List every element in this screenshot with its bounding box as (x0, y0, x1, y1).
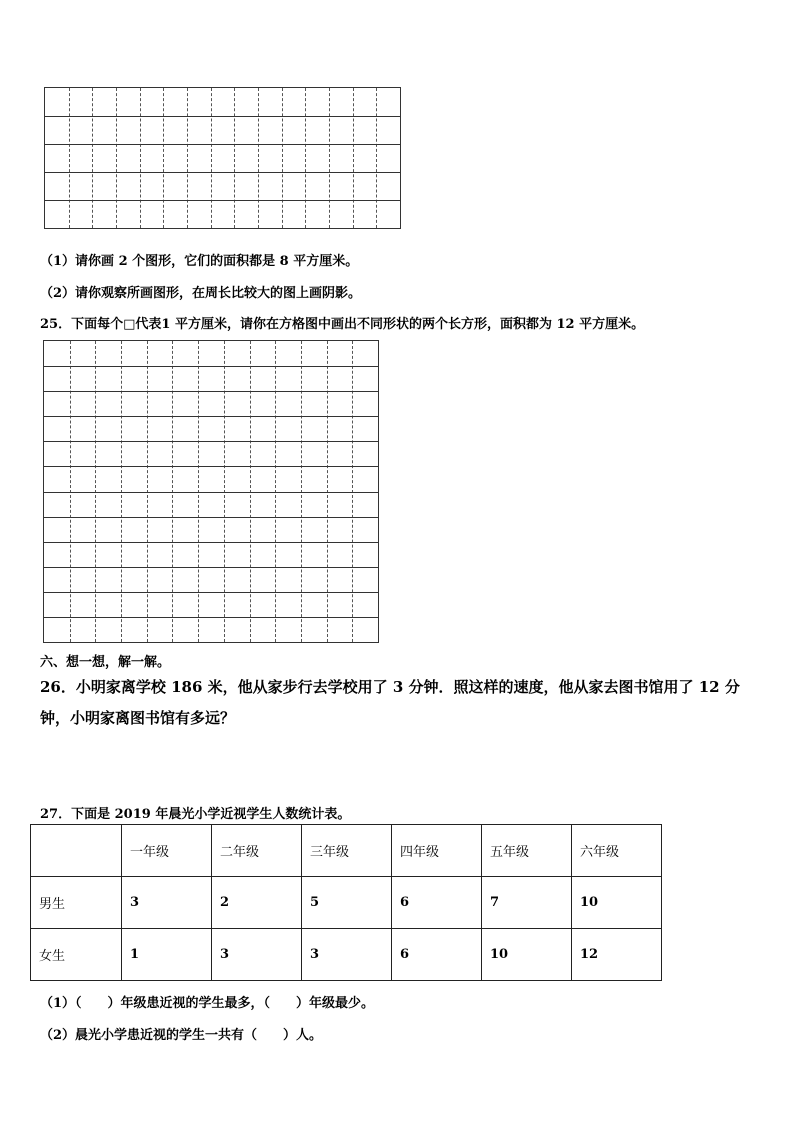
grid-line (187, 88, 188, 228)
table-cell: 1 (122, 929, 212, 981)
grid-line (92, 88, 93, 228)
grid-line (116, 88, 117, 228)
grid-line (44, 466, 378, 467)
stats-table (30, 824, 662, 981)
grid-line (234, 88, 235, 228)
table-cell: 3 (302, 929, 392, 981)
table-cell: 10 (482, 929, 572, 981)
grid-line (258, 88, 259, 228)
q27-part2: （2）晨光小学患近视的学生一共有（ ）人。 (40, 1028, 323, 1043)
table-cell: 6 (392, 877, 482, 929)
grid-line (44, 416, 378, 417)
header-cell: 四年级 (392, 825, 482, 877)
q26-text: 26．小明家离学校 186 米，他从家步行去学校用了 3 分钟．照这样的速度，他从家去图书馆用了 12 分钟，小明家离图书馆有多远？ (40, 678, 740, 727)
grid-line (44, 441, 378, 442)
q25-text: 25．下面每个□代表1 平方厘米，请你在方格图中画出不同形状的两个长方形，面积都为 12 平方厘米。 (40, 317, 645, 332)
table-cell: 7 (482, 877, 572, 929)
section-title: 六、想一想，解一解。 (40, 655, 171, 670)
grid-line (45, 172, 400, 173)
table-cell: 10 (572, 877, 662, 929)
header-cell: 一年级 (122, 825, 212, 877)
grid-line (44, 492, 378, 493)
table-cell: 12 (572, 929, 662, 981)
grid-line (44, 391, 378, 392)
header-cell: 六年级 (572, 825, 662, 877)
table-row (31, 877, 662, 929)
q27-title: 27．下面是 2019 年晨光小学近视学生人数统计表。 (40, 807, 351, 822)
grid-line (44, 567, 378, 568)
grid-line (44, 517, 378, 518)
table-cell: 2 (212, 877, 302, 929)
grid-line (69, 88, 70, 228)
table-cell: 3 (122, 877, 212, 929)
table-row (31, 929, 662, 981)
q24-part2: （2）请你观察所画图形，在周长比较大的图上画阴影。 (40, 286, 362, 301)
q27-part1: （1）（ ）年级患近视的学生最多，（ ）年级最少。 (40, 996, 375, 1011)
table-cell: 5 (302, 877, 392, 929)
grid-line (45, 116, 400, 117)
grid-line (353, 88, 354, 228)
row-label: 男生 (31, 877, 122, 929)
grid-line (140, 88, 141, 228)
grid-line (376, 88, 377, 228)
grid-line (44, 617, 378, 618)
header-cell: 五年级 (482, 825, 572, 877)
grid-line (329, 88, 330, 228)
table-header-row (31, 825, 662, 877)
header-cell: 三年级 (302, 825, 392, 877)
grid-line (163, 88, 164, 228)
grid-line (305, 88, 306, 228)
grid-2 (43, 340, 379, 643)
table-cell: 6 (392, 929, 482, 981)
grid-line (44, 542, 378, 543)
row-label: 女生 (31, 929, 122, 981)
q24-part1: （1）请你画 2 个图形，它们的面积都是 8 平方厘米。 (40, 254, 359, 269)
table-cell: 3 (212, 929, 302, 981)
header-cell (31, 825, 122, 877)
grid-line (44, 592, 378, 593)
header-cell: 二年级 (212, 825, 302, 877)
grid-line (211, 88, 212, 228)
grid-1 (44, 87, 401, 229)
grid-line (44, 366, 378, 367)
grid-line (45, 144, 400, 145)
grid-line (45, 200, 400, 201)
grid-line (282, 88, 283, 228)
